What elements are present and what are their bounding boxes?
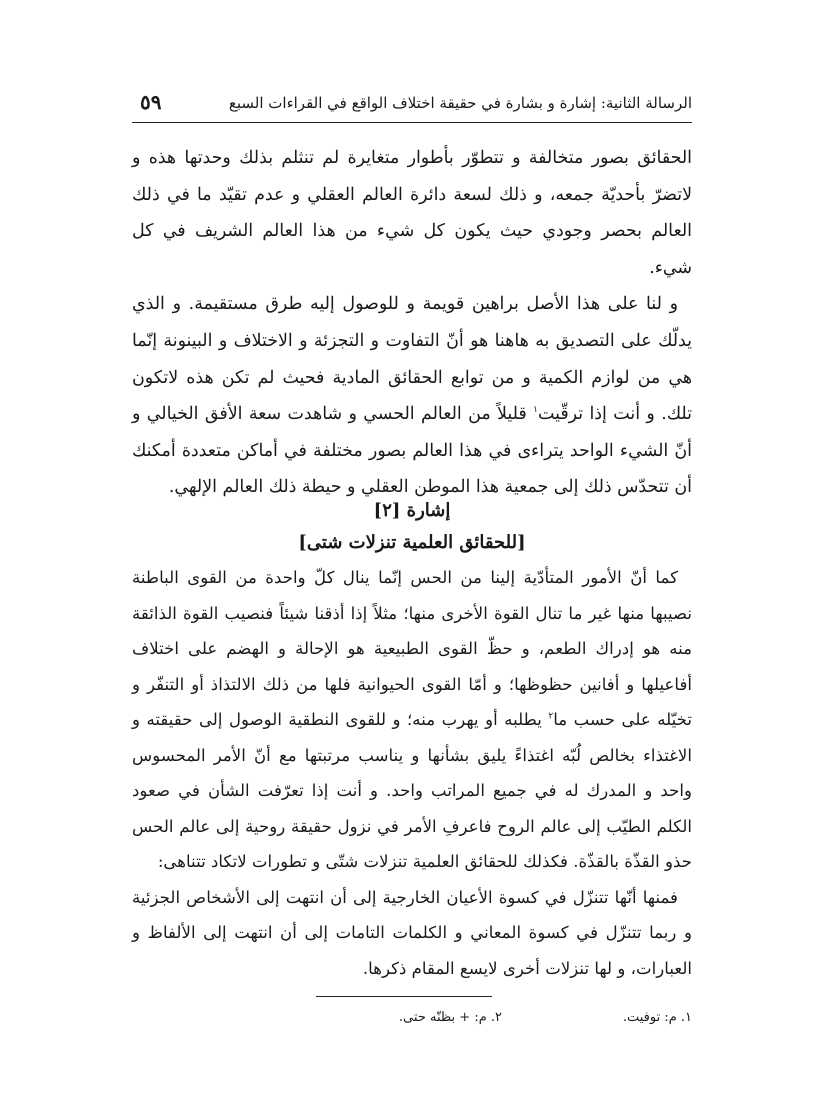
paragraph: الحقائق بصور متخالفة و تتطوّر بأطوار متغايرة لم تنثلم بذلك وحدتها هذه و لاتضرّ بأحديّة جمعه، و ذلك لسعة دائرة العالم العقلي و عدم تقيّد ما في ذلك العالم بحصر وجودي حيث يكون كل شيء من هذا العالم الشريف في كل شيء. <box>132 148 692 278</box>
footnote-marker: ٢ <box>548 711 554 722</box>
running-header <box>132 88 692 123</box>
footnote-marker: ١ <box>533 405 538 416</box>
footnote-1: ١. م: توفيت. <box>622 1010 692 1025</box>
section-heading: إشارة [٢] <box>373 500 451 521</box>
paragraph: فمنها أنّها تتنزّل في كسوة الأعيان الخارجية إلى أن انتهت إلى الأشخاص الجزئية و ربما تتنزّل في كسوة المعاني و الكلمات التامات إلى أن انتهت إلى الألفاظ و العبارات، و لها تنزلات أخرى لايسع المقام ذكرها. <box>132 887 692 978</box>
section-subtitle: [للحقائق العلمية تنزلات شتى] <box>298 532 526 553</box>
footnote-divider <box>316 996 492 997</box>
section-2-heading <box>132 496 692 560</box>
section-1-body <box>132 140 692 506</box>
section-2-body <box>132 560 692 986</box>
paragraph: كما أنّ الأمور المتأدّية إلينا من الحس إنّما ينال كلّ واحدة من القوى الباطنة نصيبها منها غير ما تنال القوة الأخرى منها؛ مثلاً إذا أذقنا شيئاً فنصيب القوة الذائقة منه هو إدراك الطعم، و حظّ القوى الطبيعية هو الإحالة و الهضم على اختلاف أفاعيلها و أفانين حظوظها؛ و أمّا القوى الحيوانية فلها من ذلك الالتذاذ أو التنفّر و تخيّله على حسب ما$^٢$ يطلبه أو يهرب منه؛ و للقوى النطقية الوصول إلى حقيقته و الاغتذاء بخالص لُبّه اغتذاءً يليق بشأنها و يناسب مرتبتها مع أنّ الأمر المحسوس واحد و المدرك له في جميع المراتب واحد. و أنت إذا تعرّفت الشأن في صعود الكلم الطيّب إلى عالم الروح فاعرفِ الأمر في نزول حقيقة روحية إلى عالم الحس حذو القذّة بالقذّة. فكذلك للحقائق العلمية تنزلات شتّى و تطورات لاتكاد تتناهى: <box>132 568 692 871</box>
running-title: الرسالة الثانية: إشارة و بشارة في حقيقة اختلاف الواقع في القراءات السبع <box>228 94 692 112</box>
page-number: ٥٩ <box>140 90 162 114</box>
footnotes <box>132 1010 692 1034</box>
footnote-2: ٢. م: + بظنّه حتى. <box>398 1010 502 1025</box>
paragraph: و لنا على هذا الأصل براهين قويمة و للوصول إليه طرق مستقيمة. و الذي يدلّك على التصديق به هاهنا هو أنّ التفاوت و التجزئة و الاختلاف و البينونة إنّما هي من لوازم الكمية و من توابع الحقائق المادية فحيث لم تكن هذه لاتكون تلك. و أنت إذا ترقّيت$^١$ قليلاً من العالم الحسي و شاهدت سعة الأفق الخيالي و أنّ الشيء الواحد يتراءى في هذا العالم بصور مختلفة في أماكن متعددة أمكنك أن تتحدّس ذلك إلى جمعية هذا الموطن العقلي و حيطة ذلك العالم الإلهي. <box>132 294 692 498</box>
